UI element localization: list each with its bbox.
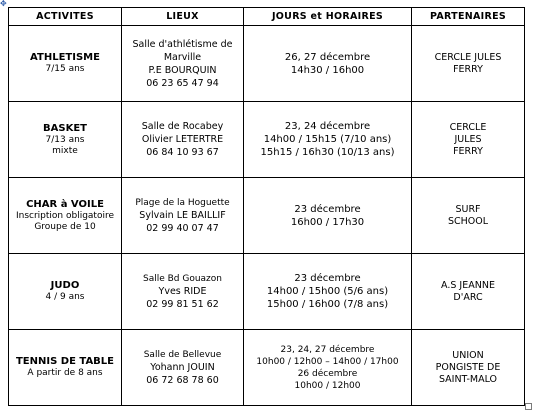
place-phone: 02 99 81 51 62 xyxy=(146,298,219,310)
schedule-hours: 14h30 / 16h00 xyxy=(290,64,365,76)
activities-table xyxy=(8,7,525,406)
place-cell xyxy=(122,254,244,330)
partner-cell xyxy=(412,178,525,254)
place-cell xyxy=(122,330,244,406)
place-phone: 06 23 65 47 94 xyxy=(146,77,219,89)
activity-cell xyxy=(9,254,122,330)
partner-cell xyxy=(412,330,525,406)
schedule-hours: 14h00 / 15h00 (5/6 ans) xyxy=(266,286,389,297)
place-contact: Yves RIDE xyxy=(158,285,207,297)
partner-cell xyxy=(412,254,525,330)
schedule-cell xyxy=(244,102,412,178)
schedule-hours: 15h15 / 16h30 (10/13 ans) xyxy=(260,147,395,158)
schedule-days: 23, 24 décembre xyxy=(284,121,371,132)
activity-info: A partir de 8 ans xyxy=(27,368,103,378)
partner-cell xyxy=(412,26,525,102)
activity-name: JUDO xyxy=(50,280,80,291)
table-row xyxy=(9,330,525,406)
place-contact: Yohann JOUIN xyxy=(150,361,215,373)
schedule-days: 23, 24, 27 décembre xyxy=(280,344,375,355)
activity-name: TENNIS DE TABLE xyxy=(15,356,115,367)
partner-line: D'ARC xyxy=(453,291,483,303)
schedule-hours: 10h00 / 12h00 xyxy=(294,380,361,391)
activity-cell xyxy=(9,26,122,102)
activity-name: CHAR à VOILE xyxy=(26,198,104,210)
header-partners: PARTENAIRES xyxy=(412,8,525,26)
partner-line: FERRY xyxy=(453,63,483,75)
header-schedule: JOURS et HORAIRES xyxy=(244,8,412,26)
schedule-hours: 10h00 / 12h00 – 14h00 / 17h00 xyxy=(256,356,399,367)
table-row xyxy=(9,178,525,254)
activity-name: BASKET xyxy=(43,122,87,134)
place-phone: 06 72 68 78 60 xyxy=(146,374,219,386)
table-row xyxy=(9,254,525,330)
activity-info: 7/15 ans xyxy=(45,64,85,74)
place-line: Salle de Bellevue xyxy=(143,349,222,360)
schedule-cell xyxy=(244,254,412,330)
schedule-cell xyxy=(244,330,412,406)
place-contact: P.E BOURQUIN xyxy=(148,64,217,76)
place-contact: Sylvain LE BAILLIF xyxy=(139,209,226,221)
partner-line: FERRY xyxy=(453,145,483,157)
resize-handle[interactable] xyxy=(525,403,532,410)
place-line: Plage de la Hoguette xyxy=(135,197,230,208)
schedule-hours: 15h00 / 16h00 (7/8 ans) xyxy=(266,299,389,310)
place-line: Salle Bd Gouazon xyxy=(142,273,222,284)
schedule-cell xyxy=(244,178,412,254)
header-row xyxy=(9,8,525,26)
schedule-days: 26, 27 décembre xyxy=(284,51,371,63)
place-phone: 02 99 40 07 47 xyxy=(146,222,219,234)
activity-info: Groupe de 10 xyxy=(34,221,96,232)
header-activities: ACTIVITES xyxy=(9,8,122,26)
place-phone: 06 84 10 93 67 xyxy=(146,147,219,158)
schedule-hours: 16h00 / 17h30 xyxy=(290,216,365,228)
place-cell xyxy=(122,26,244,102)
partner-cell xyxy=(412,102,525,178)
place-line: Marville xyxy=(163,51,202,63)
place-cell xyxy=(122,102,244,178)
activity-info: 4 / 9 ans xyxy=(45,292,85,302)
place-contact: Olivier LETERTRE xyxy=(141,134,224,145)
activity-cell xyxy=(9,102,122,178)
partner-line: CERCLE xyxy=(449,121,487,133)
activity-cell xyxy=(9,178,122,254)
partner-line: SCHOOL xyxy=(447,215,489,227)
object-anchor-icon[interactable]: ✥ xyxy=(0,0,7,8)
partner-line: UNION xyxy=(452,349,484,361)
place-cell xyxy=(122,178,244,254)
schedule-days: 23 décembre xyxy=(294,273,361,284)
activity-info: Inscription obligatoire xyxy=(15,210,115,221)
activity-cell xyxy=(9,330,122,406)
partner-line: PONGISTE DE xyxy=(435,361,501,373)
activity-info: mixte xyxy=(52,145,78,156)
partner-line: A.S JEANNE xyxy=(441,279,495,291)
schedule-days: 26 décembre xyxy=(297,368,358,379)
schedule-cell xyxy=(244,26,412,102)
partner-line: SURF xyxy=(455,203,481,215)
header-places: LIEUX xyxy=(122,8,244,26)
schedule-days: 23 décembre xyxy=(294,203,361,215)
table-row xyxy=(9,102,525,178)
partner-line: SAINT-MALO xyxy=(438,373,498,385)
partner-line: CERCLE JULES xyxy=(434,51,502,63)
activity-info: 7/13 ans xyxy=(45,134,85,145)
activity-name: ATHLETISME xyxy=(30,52,100,63)
schedule-hours: 14h00 / 15h15 (7/10 ans) xyxy=(263,134,392,145)
place-line: Salle d'athlétisme de xyxy=(132,38,233,50)
table-row xyxy=(9,26,525,102)
place-line: Salle de Rocabey xyxy=(141,121,224,132)
partner-line: JULES xyxy=(454,133,482,145)
